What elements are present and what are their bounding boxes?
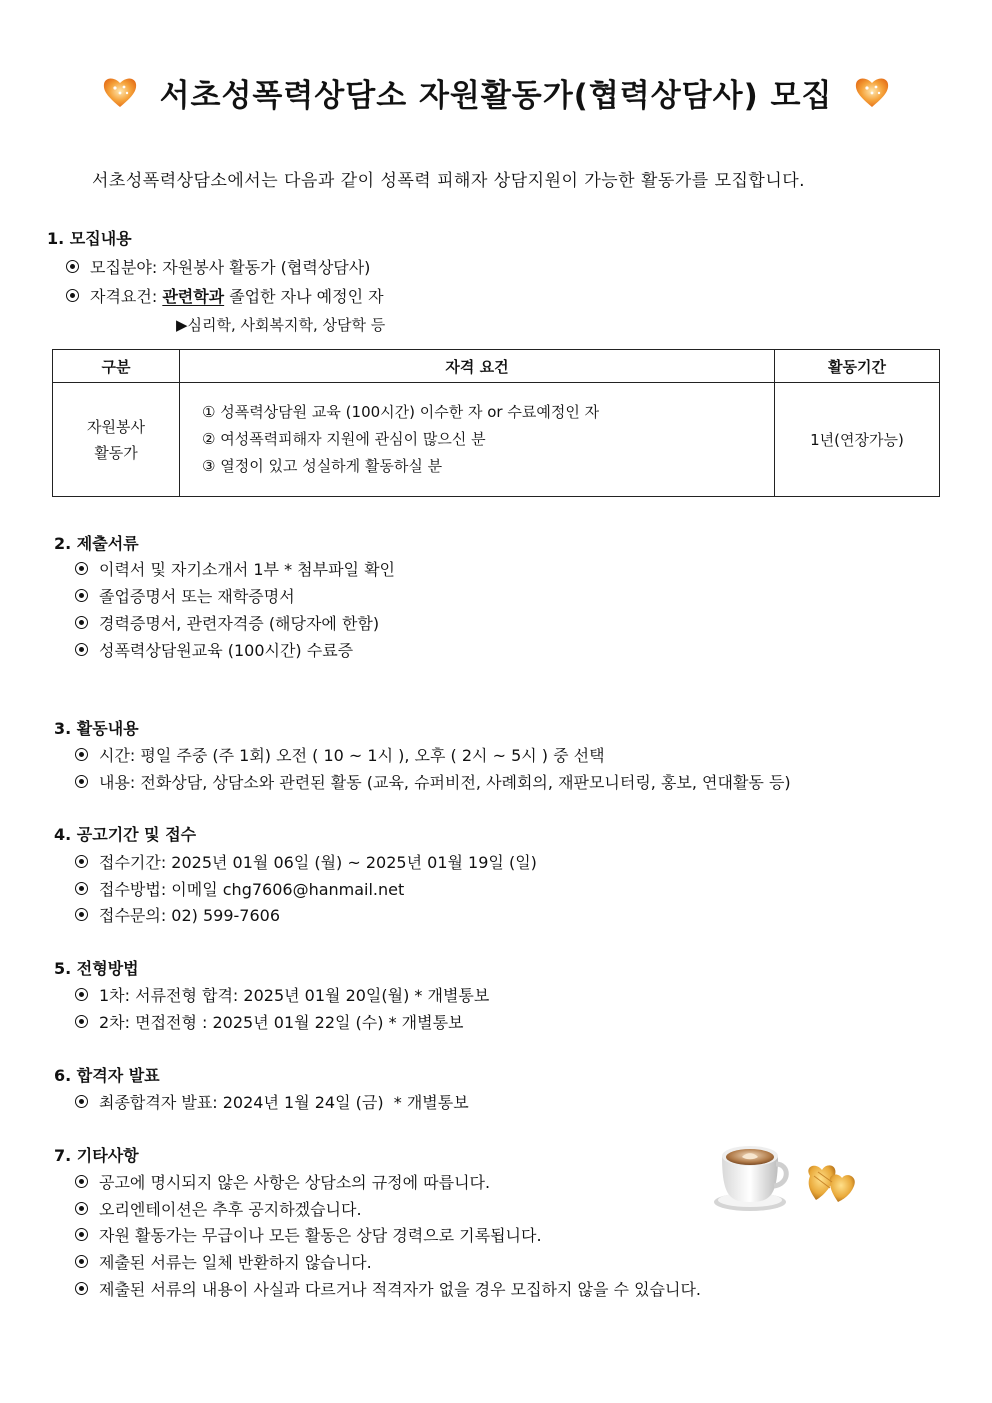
circle-bullet-icon xyxy=(75,1255,88,1268)
list-item xyxy=(75,611,379,634)
circle-bullet-icon xyxy=(66,260,79,273)
item-text: 졸업증명서 또는 재학증명서 xyxy=(99,587,295,606)
item-text: 접수기간: 2025년 01월 06일 (월) ~ 2025년 01월 19일 (일) xyxy=(99,853,537,872)
item-text: 2차: 면접전형 : 2025년 01월 22일 (수) * 개별통보 xyxy=(99,1013,464,1032)
heart-icon xyxy=(854,75,890,109)
list-item xyxy=(75,1250,372,1273)
list-item xyxy=(75,1223,542,1246)
table-header-row xyxy=(53,350,940,383)
list-item xyxy=(75,1197,362,1220)
circle-bullet-icon xyxy=(75,1175,88,1188)
circle-bullet-icon xyxy=(75,1228,88,1241)
heart-icon xyxy=(102,75,138,109)
circle-bullet-icon xyxy=(75,562,88,575)
item-text: 접수문의: 02) 599-7606 xyxy=(99,906,281,925)
list-item xyxy=(75,1010,464,1033)
item-text: 시간: 평일 주중 (주 1회) 오전 ( 10 ~ 1시 ), 오후 ( 2시 ~ 5시 ) 중 선택 xyxy=(99,746,605,765)
item-text: 최종합격자 발표: 2024년 1월 24일 (금) * 개별통보 xyxy=(99,1093,469,1112)
item-text: 내용: 전화상담, 상담소와 관련된 활동 (교육, 슈퍼비전, 사례회의, 재판모니터링, 홍보, 연대활동 등) xyxy=(99,773,791,792)
item-text: 이력서 및 자기소개서 1부 * 첨부파일 확인 xyxy=(99,560,395,579)
requirement: ① 성폭력상담원 교육 (100시간) 이수한 자 or 수료예정인 자 xyxy=(202,403,600,421)
section-5-title: 5. 전형방법 xyxy=(54,959,139,978)
section-7-title: 7. 기타사항 xyxy=(54,1146,139,1165)
circle-bullet-icon xyxy=(66,289,79,302)
item-text: 경력증명서, 관련자격증 (해당자에 한함) xyxy=(99,614,380,633)
circle-bullet-icon xyxy=(75,1202,88,1215)
list-item xyxy=(75,557,395,580)
category-line: 활동가 xyxy=(94,443,138,462)
category-cell xyxy=(53,383,180,497)
list-item xyxy=(75,770,791,793)
requirement: ② 여성폭력피해자 지원에 관심이 많으신 분 xyxy=(202,430,486,448)
circle-bullet-icon xyxy=(75,1282,88,1295)
list-item xyxy=(75,584,295,607)
item-text: 1차: 서류전형 합격: 2025년 01월 20일(월) * 개별통보 xyxy=(99,986,490,1005)
table-row xyxy=(53,383,940,497)
majors-text: ▶심리학, 사회복지학, 상담학 등 xyxy=(176,316,386,334)
circle-bullet-icon xyxy=(75,1095,88,1108)
list-item xyxy=(75,1170,490,1193)
qual-underlined: 관련학과 xyxy=(162,287,225,306)
circle-bullet-icon xyxy=(75,589,88,602)
list-item xyxy=(75,983,489,1006)
list-item xyxy=(75,638,353,661)
item-text: 접수방법: 이메일 chg7606@hanmail.net xyxy=(99,880,405,899)
item-text: 공고에 명시되지 않은 사항은 상담소의 규정에 따릅니다. xyxy=(99,1173,491,1192)
item-text: 오리엔테이션은 추후 공지하겠습니다. xyxy=(99,1200,362,1219)
table-header: 활동기간 xyxy=(775,350,940,383)
list-item xyxy=(66,255,370,278)
qualification-table xyxy=(52,349,940,497)
list-item xyxy=(75,743,605,766)
list-item xyxy=(75,1277,701,1300)
title-row xyxy=(0,62,992,122)
list-item xyxy=(75,877,404,900)
list-item xyxy=(75,903,280,926)
list-item xyxy=(75,1090,469,1113)
page-title: 서초성폭력상담소 자원활동가(협력상담사) 모집 xyxy=(159,77,833,114)
section-3-title: 3. 활동내용 xyxy=(54,719,139,738)
circle-bullet-icon xyxy=(75,748,88,761)
coffee-cup-icon xyxy=(712,1136,862,1214)
field-text: 모집분야: 자원봉사 활동가 (협력상담사) xyxy=(90,258,371,277)
requirement: ③ 열정이 있고 성실하게 활동하실 분 xyxy=(202,457,443,475)
circle-bullet-icon xyxy=(75,775,88,788)
item-text: 자원 활동가는 무급이나 모든 활동은 상담 경력으로 기록됩니다. xyxy=(99,1226,542,1245)
category-line: 자원봉사 xyxy=(87,417,145,436)
circle-bullet-icon xyxy=(75,616,88,629)
circle-bullet-icon xyxy=(75,988,88,1001)
section-2-title: 2. 제출서류 xyxy=(54,534,139,553)
period-cell: 1년(연장가능) xyxy=(775,383,940,497)
list-item xyxy=(75,850,537,873)
qual-prefix: 자격요건: xyxy=(90,287,163,306)
circle-bullet-icon xyxy=(75,882,88,895)
item-text: 제출된 서류의 내용이 사실과 다르거나 적격자가 없을 경우 모집하지 않을 수 있습니다. xyxy=(99,1280,701,1299)
table-header: 자격 요건 xyxy=(180,350,775,383)
circle-bullet-icon xyxy=(75,1015,88,1028)
section-1-title: 1. 모집내용 xyxy=(47,229,132,248)
requirements-cell xyxy=(180,383,775,497)
table-header: 구분 xyxy=(53,350,180,383)
circle-bullet-icon xyxy=(75,643,88,656)
item-text: 성폭력상담원교육 (100시간) 수료증 xyxy=(99,641,354,660)
circle-bullet-icon xyxy=(75,855,88,868)
item-text: 제출된 서류는 일체 반환하지 않습니다. xyxy=(99,1253,372,1272)
intro-text: 서초성폭력상담소에서는 다음과 같이 성폭력 피해자 상담지원이 가능한 활동가를 모집합니다. xyxy=(92,171,806,191)
circle-bullet-icon xyxy=(75,908,88,921)
qual-suffix: 졸업한 자나 예정인 자 xyxy=(224,287,384,306)
section-6-title: 6. 합격자 발표 xyxy=(54,1066,160,1085)
section-4-title: 4. 공고기간 및 접수 xyxy=(54,825,197,844)
list-item xyxy=(66,284,384,307)
